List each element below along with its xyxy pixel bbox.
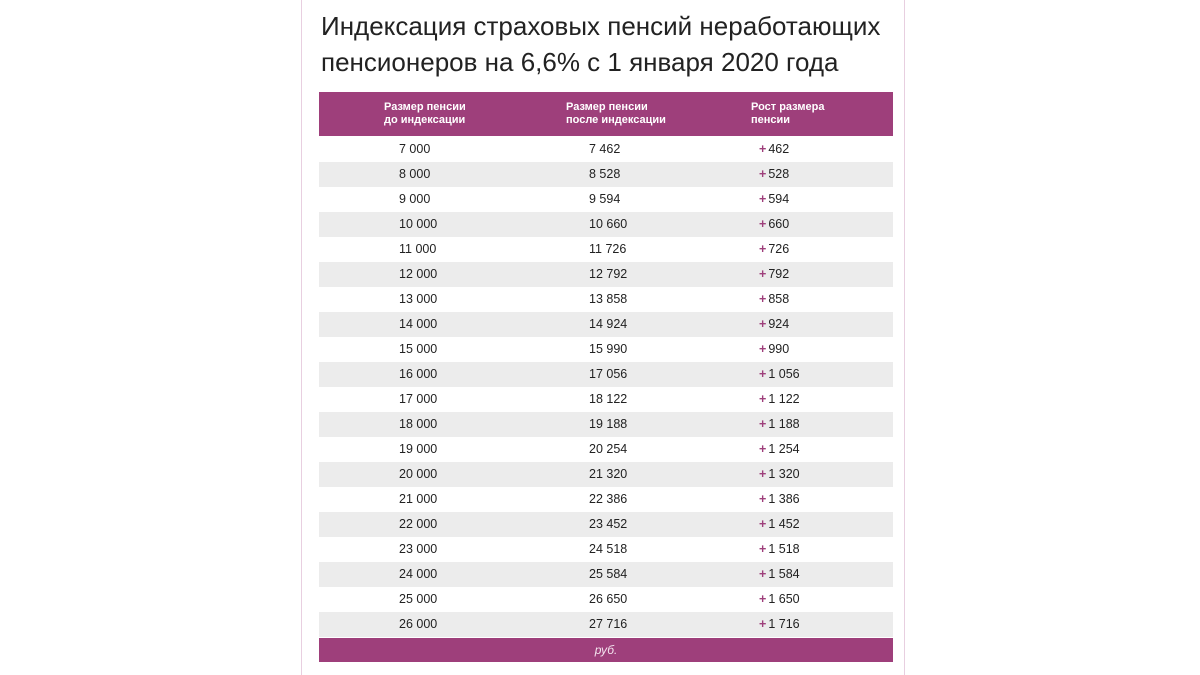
table-row: [319, 237, 893, 262]
growth-value: 858: [768, 292, 790, 306]
pension-before-cell: 11 000: [399, 242, 437, 256]
pension-before-cell: 12 000: [399, 267, 438, 281]
growth-value: 924: [768, 317, 790, 331]
plus-sign: +: [759, 167, 767, 181]
column-header-growth: [751, 101, 851, 127]
pension-after-cell: 15 990: [589, 342, 628, 356]
pension-after-cell: 10 660: [589, 217, 628, 231]
pension-growth-cell: [759, 462, 849, 487]
table-row: [319, 412, 893, 437]
growth-value: 660: [768, 217, 790, 231]
pension-after-cell: 18 122: [589, 392, 628, 406]
pension-before-cell: 21 000: [399, 492, 438, 506]
growth-value: 792: [768, 267, 790, 281]
column-header-after-line2: после индексации: [566, 114, 666, 126]
pension-after-cell: 25 584: [589, 567, 628, 581]
growth-value: 1 386: [768, 492, 800, 506]
plus-sign: +: [759, 417, 767, 431]
pension-growth-cell: [759, 212, 849, 237]
pension-growth-cell: [759, 412, 849, 437]
table-row: [319, 287, 893, 312]
pension-growth-cell: [759, 437, 849, 462]
pension-after-cell: 23 452: [589, 517, 628, 531]
table-row: [319, 337, 893, 362]
unit-footer: руб.: [319, 638, 893, 662]
growth-value: 594: [768, 192, 790, 206]
plus-sign: +: [759, 242, 767, 256]
table-row: [319, 262, 893, 287]
pension-after-cell: 24 518: [589, 542, 628, 556]
pension-after-cell: 22 386: [589, 492, 628, 506]
plus-sign: +: [759, 542, 767, 556]
growth-value: 1 188: [768, 417, 800, 431]
growth-value: 1 716: [768, 617, 800, 631]
growth-value: 726: [768, 242, 790, 256]
table-row: [319, 487, 893, 512]
column-header-before-line1: Размер пенсии: [384, 101, 466, 113]
plus-sign: +: [759, 467, 767, 481]
pension-growth-cell: [759, 387, 849, 412]
pension-after-cell: 9 594: [589, 192, 621, 206]
pension-growth-cell: [759, 562, 849, 587]
table-row: [319, 437, 893, 462]
plus-sign: +: [759, 392, 767, 406]
plus-sign: +: [759, 492, 767, 506]
pension-before-cell: 22 000: [399, 517, 438, 531]
pension-after-cell: 27 716: [589, 617, 628, 631]
plus-sign: +: [759, 367, 767, 381]
pension-growth-cell: [759, 312, 849, 337]
pension-growth-cell: [759, 262, 849, 287]
growth-value: 1 584: [768, 567, 800, 581]
plus-sign: +: [759, 217, 767, 231]
growth-value: 462: [768, 142, 790, 156]
pension-growth-cell: [759, 537, 849, 562]
pension-before-cell: 10 000: [399, 217, 438, 231]
table-row: [319, 462, 893, 487]
pension-after-cell: 19 188: [589, 417, 628, 431]
pension-growth-cell: [759, 612, 849, 637]
pension-before-cell: 16 000: [399, 367, 438, 381]
pension-before-cell: 24 000: [399, 567, 438, 581]
pension-growth-cell: [759, 137, 849, 162]
page-title: Индексация страховых пенсий неработающих пенсионеров на 6,6% с 1 января 2020 года: [321, 11, 881, 77]
pension-before-cell: 14 000: [399, 317, 438, 331]
plus-sign: +: [759, 592, 767, 606]
pension-after-cell: 20 254: [589, 442, 628, 456]
plus-sign: +: [759, 317, 767, 331]
growth-value: 1 254: [768, 442, 800, 456]
pension-before-cell: 13 000: [399, 292, 438, 306]
pension-before-cell: 20 000: [399, 467, 438, 481]
plus-sign: +: [759, 567, 767, 581]
pension-after-cell: 21 320: [589, 467, 628, 481]
pension-growth-cell: [759, 512, 849, 537]
table-row: [319, 212, 893, 237]
pension-after-cell: 8 528: [589, 167, 621, 181]
table-row: [319, 512, 893, 537]
pension-before-cell: 25 000: [399, 592, 438, 606]
pension-growth-cell: [759, 587, 849, 612]
pension-growth-cell: [759, 487, 849, 512]
pension-after-cell: 14 924: [589, 317, 628, 331]
pension-after-cell: 12 792: [589, 267, 628, 281]
pension-before-cell: 9 000: [399, 192, 431, 206]
infographic-card: [301, 0, 905, 675]
plus-sign: +: [759, 192, 767, 206]
table-header: [319, 92, 893, 136]
pension-after-cell: 7 462: [589, 142, 621, 156]
table-row: [319, 587, 893, 612]
growth-value: 1 650: [768, 592, 800, 606]
growth-value: 1 320: [768, 467, 800, 481]
growth-value: 990: [768, 342, 790, 356]
pension-growth-cell: [759, 362, 849, 387]
plus-sign: +: [759, 267, 767, 281]
column-header-before: [384, 101, 494, 127]
plus-sign: +: [759, 142, 767, 156]
pension-growth-cell: [759, 187, 849, 212]
growth-value: 1 518: [768, 542, 800, 556]
plus-sign: +: [759, 292, 767, 306]
plus-sign: +: [759, 342, 767, 356]
pension-after-cell: 13 858: [589, 292, 628, 306]
column-header-growth-line2: пенсии: [751, 114, 791, 126]
pension-before-cell: 18 000: [399, 417, 438, 431]
growth-value: 528: [768, 167, 790, 181]
column-header-growth-line1: Рост размера: [751, 101, 825, 113]
plus-sign: +: [759, 517, 767, 531]
table-row: [319, 312, 893, 337]
table-row: [319, 137, 893, 162]
column-header-after-line1: Размер пенсии: [566, 101, 648, 113]
table-body: [319, 137, 893, 637]
pension-after-cell: 26 650: [589, 592, 628, 606]
table-row: [319, 537, 893, 562]
table-row: [319, 612, 893, 637]
table-row: [319, 187, 893, 212]
pension-before-cell: 19 000: [399, 442, 438, 456]
table-row: [319, 362, 893, 387]
pension-growth-cell: [759, 237, 849, 262]
growth-value: 1 452: [768, 517, 800, 531]
table-row: [319, 162, 893, 187]
pension-after-cell: 17 056: [589, 367, 628, 381]
pension-after-cell: 11 726: [589, 242, 627, 256]
pension-before-cell: 17 000: [399, 392, 438, 406]
growth-value: 1 056: [768, 367, 800, 381]
plus-sign: +: [759, 442, 767, 456]
pension-before-cell: 23 000: [399, 542, 438, 556]
growth-value: 1 122: [768, 392, 800, 406]
table-row: [319, 562, 893, 587]
column-header-after: [566, 101, 686, 127]
pension-before-cell: 8 000: [399, 167, 431, 181]
pension-before-cell: 15 000: [399, 342, 438, 356]
pension-before-cell: 7 000: [399, 142, 431, 156]
column-header-before-line2: до индексации: [384, 114, 466, 126]
plus-sign: +: [759, 617, 767, 631]
pension-growth-cell: [759, 162, 849, 187]
pension-before-cell: 26 000: [399, 617, 438, 631]
pension-growth-cell: [759, 287, 849, 312]
table-row: [319, 387, 893, 412]
pension-growth-cell: [759, 337, 849, 362]
